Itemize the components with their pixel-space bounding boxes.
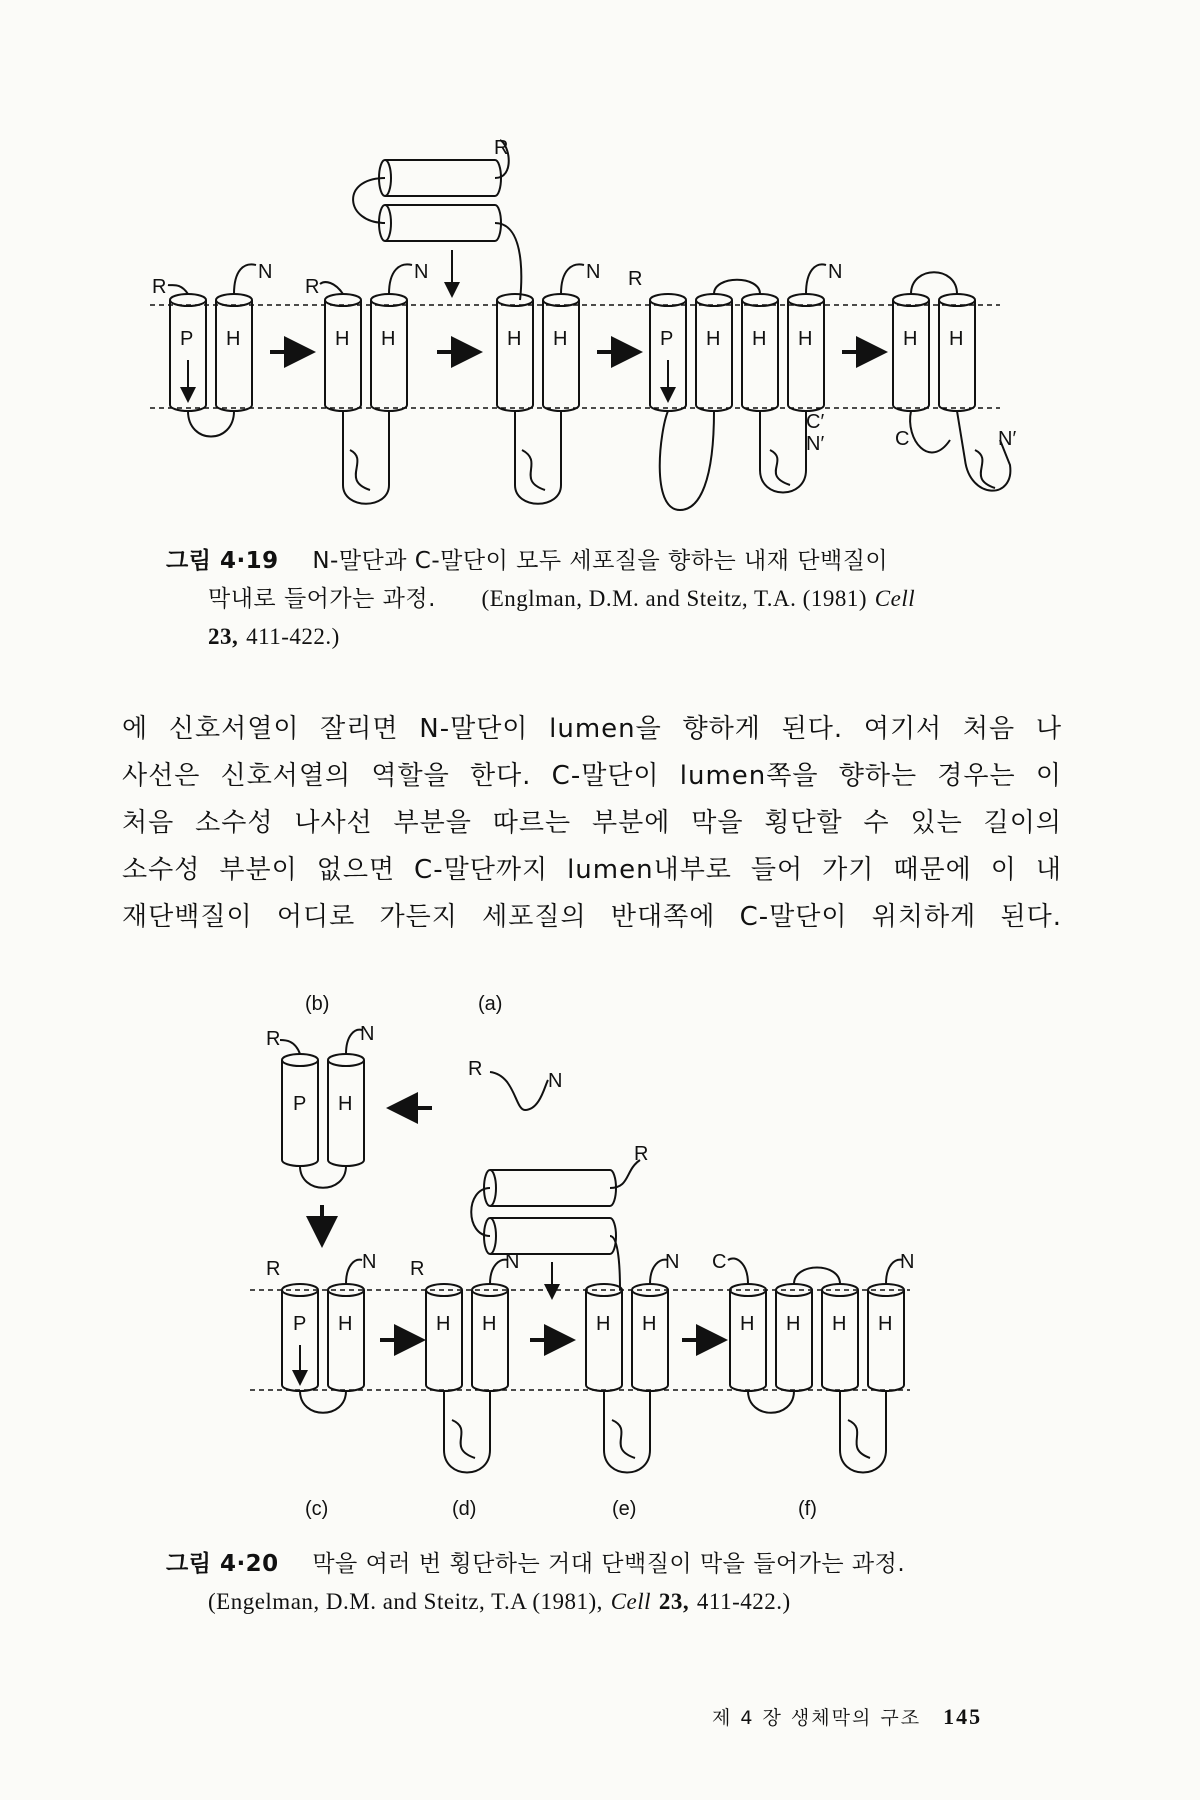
fig20-label-n-d: N [505, 1251, 520, 1273]
fig20-panel-label-a: (a) [478, 993, 503, 1015]
fig19-label-r-top: R [494, 137, 509, 159]
page-number: 145 [943, 1704, 983, 1729]
figure-4-20-caption [166, 1545, 1046, 1621]
fig20-panel-label-e: (e) [612, 1498, 637, 1520]
fig20-label-r-a: R [468, 1058, 483, 1080]
body-line-3: 처음 소수성 나사선 부분을 따르는 부분에 막을 횡단할 수 있는 길이의 [122, 808, 1062, 838]
fig19-stage5 [893, 272, 1010, 490]
fig20-label-p-b: P [293, 1093, 307, 1115]
figure-4-20-caption-line1 [166, 1545, 1046, 1583]
fig20-panel-label-f: (f) [798, 1498, 817, 1520]
fig19-label-p1: P [180, 328, 194, 350]
fig20-label-n-e: N [665, 1251, 680, 1273]
figure-4-19-ref-pages: 411-422.) [246, 624, 340, 649]
fig20-label-h-e2: H [642, 1313, 657, 1335]
page-footer [712, 1703, 982, 1730]
fig19-stage2 [320, 264, 412, 503]
fig19-label-r1: R [152, 276, 167, 298]
fig20-panel-label-c: (c) [305, 1498, 329, 1520]
fig19-stage1 [168, 264, 256, 436]
fig19-label-h2a: H [335, 328, 350, 350]
figure-4-19-caption [166, 542, 1046, 656]
fig19-label-p4: P [660, 328, 674, 350]
fig19-label-c5: C [895, 428, 910, 450]
fig19-label-r4: R [628, 268, 643, 290]
figure-4-20-caption-line2 [166, 1583, 1046, 1621]
fig20-label-c-f: C [712, 1251, 727, 1273]
body-line-1: 에 신호서열이 잘리면 N-말단이 lumen을 향하게 된다. 여기서 처음 나 [122, 714, 1062, 744]
body-line-2: 사선은 신호서열의 역할을 한다. C-말단이 lumen쪽을 향하는 경우는 이 [122, 761, 1062, 791]
fig19-label-n1: N [258, 261, 273, 283]
fig20-panel-label-d: (d) [452, 1498, 477, 1520]
fig20-label-r-d: R [410, 1258, 425, 1280]
fig20-label-r-top: R [634, 1143, 649, 1165]
figure-4-19-label: 그림 4·19 [166, 548, 279, 574]
fig19-label-n2: N [414, 261, 429, 283]
figure-4-19-caption-line1 [166, 542, 1046, 580]
figure-4-19-ref-journal: Cell [874, 586, 916, 611]
body-paragraph [122, 706, 1062, 941]
fig20-label-h-c: H [338, 1313, 353, 1335]
fig20-label-h-e1: H [596, 1313, 611, 1335]
fig19-label-r2: R [305, 276, 320, 298]
fig19-stage4 [650, 264, 826, 510]
fig20-label-h-b: H [338, 1093, 353, 1115]
figure-4-19-caption-line2 [166, 580, 1046, 618]
figure-4-20-label: 그림 4·20 [166, 1551, 279, 1577]
fig20-label-h-f1: H [740, 1313, 755, 1335]
fig19-label-n-prime4: N′ [806, 433, 825, 455]
figure-4-20-ref-pages: 411-422.) [696, 1589, 791, 1614]
figure-4-19-caption-text1: N-말단과 C-말단이 모두 세포질을 향하는 내재 단백질이 [312, 548, 889, 574]
fig20-panel-label-b: (b) [305, 993, 330, 1015]
figure-4-19-ref-volume: 23, [208, 624, 239, 649]
fig20-label-n-a: N [548, 1070, 563, 1092]
chapter-title: 제 4 장 생체막의 구조 [712, 1707, 922, 1729]
figure-4-19-ref-authors: (Englman, D.M. and Steitz, T.A. (1981) [481, 586, 867, 611]
figure-4-19-caption-text2: 막내로 들어가는 과정. [208, 586, 436, 612]
fig19-helix-pair-top [353, 140, 521, 300]
fig19-stage3 [497, 264, 584, 503]
figure-4-20-ref-authors: (Engelman, D.M. and Steitz, T.A (1981), [208, 1589, 603, 1614]
fig20-helix-pair-top [471, 1160, 640, 1290]
fig19-label-h3b: H [553, 328, 568, 350]
body-line-5: 재단백질이 어디로 가든지 세포질의 반대쪽에 C-말단이 위치하게 된다. [122, 902, 1062, 932]
fig20-label-h-d2: H [482, 1313, 497, 1335]
fig19-label-h5a: H [903, 328, 918, 350]
body-line-4: 소수성 부분이 없으면 C-말단까지 lumen내부로 들어 가기 때문에 이 내 [122, 855, 1062, 885]
fig20-label-p-c: P [293, 1313, 307, 1335]
fig20-label-h-d1: H [436, 1313, 451, 1335]
fig19-label-n4: N [828, 261, 843, 283]
figure-4-20-ref-journal: Cell [610, 1589, 652, 1614]
fig20-label-n-f: N [900, 1251, 915, 1273]
fig19-label-h1: H [226, 328, 241, 350]
figure-4-19-caption-line3 [166, 618, 1046, 656]
fig19-label-h4c: H [798, 328, 813, 350]
fig20-label-r-c: R [266, 1258, 281, 1280]
fig20-label-h-f3: H [832, 1313, 847, 1335]
fig19-label-h4b: H [752, 328, 767, 350]
fig20-label-r-b: R [266, 1028, 281, 1050]
figure-4-20-caption-text1: 막을 여러 번 횡단하는 거대 단백질이 막을 들어가는 과정. [312, 1551, 906, 1577]
fig20-label-n-b: N [360, 1023, 375, 1045]
fig19-label-n3: N [586, 261, 601, 283]
fig19-label-h4a: H [706, 328, 721, 350]
fig20-label-n-c: N [362, 1251, 377, 1273]
fig19-label-h3a: H [507, 328, 522, 350]
figure-4-19-diagram [150, 140, 1010, 510]
fig19-label-c-prime: C′ [806, 411, 825, 433]
fig19-label-h5b: H [949, 328, 964, 350]
fig20-label-h-f4: H [878, 1313, 893, 1335]
fig19-label-h2b: H [381, 328, 396, 350]
fig20-panel-e [586, 1260, 668, 1473]
figure-4-20-ref-volume: 23, [658, 1589, 690, 1614]
fig20-label-h-f2: H [786, 1313, 801, 1335]
fig20-panel-d [426, 1260, 508, 1473]
fig19-label-n-prime5: N′ [998, 428, 1017, 450]
